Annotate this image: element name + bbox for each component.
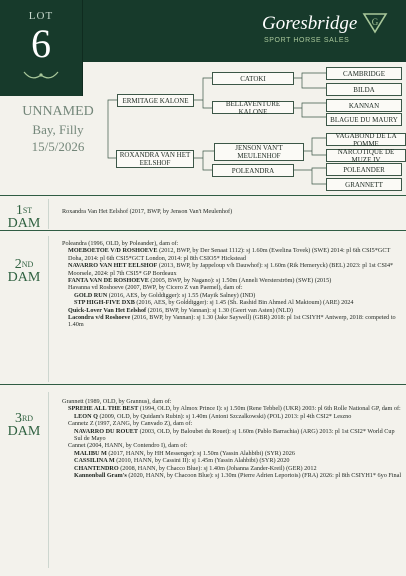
dam2-l3-name: FANTA VAN DE ROSHOEVE <box>68 277 149 285</box>
dam2-line-6 <box>62 299 402 306</box>
dam3-l4-name: NAVARRO DU ROUET <box>74 427 139 435</box>
dam3-line-4 <box>62 428 402 443</box>
dam3-divider <box>0 384 406 385</box>
dam2-l2-name: NAVARRO VAN HET EELSHOF <box>68 262 158 270</box>
dam3-line-5: Cannet (2004, HANN, by Contendro I), dam of: <box>68 442 188 450</box>
dam2-title-num: 2 <box>14 257 22 272</box>
pedigree-gen3-4: BLAGUE DU MAURY <box>326 113 402 126</box>
dam3-intro: Grannett (1989, OLD, by Grannus), dam of: <box>62 398 172 405</box>
pedigree-gen3-2: BILDA <box>326 83 402 96</box>
dam3-line-2 <box>62 413 402 420</box>
dam3-line-3: Cannetz Z (1997, ZANG, by Canvado Z), dam of: <box>68 420 193 428</box>
dam1-title-num: 1 <box>15 203 23 218</box>
pedigree-sire: ERMITAGE KALONE <box>117 94 194 107</box>
dam3-line-6 <box>62 450 402 457</box>
dam2-title-sup: ND <box>21 260 34 269</box>
horse-dob: 15/5/2026 <box>31 139 85 154</box>
dam2-l5-name: GOLD RUN <box>74 291 108 299</box>
dam3-line-7 <box>62 457 402 464</box>
dam3-rule <box>48 392 49 568</box>
dam3-l9-detail: (2020, HANN, by Chacoon Blue): sj 1.30m (Pierre Adrien Leportois) (FRA) 2026: pl 8th CSIYH1* 6yo Final <box>126 472 402 480</box>
dam2-line-5 <box>62 292 402 299</box>
dam1-divider <box>0 195 406 196</box>
dam2-text <box>62 240 402 329</box>
dam3-l1-name: SPREHE ALL THE BEST <box>68 405 139 413</box>
dam3-l2-detail: (2009, OLD, by Quidam's Rubin): sj 1.40m (Antoni Szczalkowski) (POL) 2013: pl 4th CSI2* Leszno <box>97 412 352 420</box>
dam1-line: Roxandra Van Het Eelshof (2017, BWP, by Jenson Van't Meulenhof) <box>62 208 233 215</box>
dam1-text <box>62 208 402 215</box>
dam3-line-9 <box>62 472 402 479</box>
dam2-line-3 <box>62 277 402 284</box>
dam2-line-1 <box>62 247 402 262</box>
brand-tagline: SPORT HORSE SALES <box>264 37 350 44</box>
dam3-l6-name: MALIBU M <box>74 449 107 457</box>
dam2-l6-name: STP HIGH-FIVE DXB <box>74 299 135 307</box>
dam2-divider <box>0 230 406 231</box>
dam2-title-word: DAM <box>7 270 41 285</box>
dam3-l2-name: LEON Q <box>74 412 98 420</box>
lot-number: 6 <box>31 21 51 66</box>
dam2-line-4: Havanna vd Roshoeve (2007, BWP, by Cicero Z van Paemel), dam of: <box>68 284 243 292</box>
dam2-rule <box>48 236 49 382</box>
dam2-l5-detail: (2016, AES, by Golddigger): sj 1.55 (Mayik Salney) (IND) <box>107 291 256 299</box>
dam3-line-1 <box>62 405 402 412</box>
dam2-l8-detail: (2016, BWP, by Vannan): sj 1.30 (Jake Saywell) (GBR) 2018: pl 1st CSIYH* Antwerp, 2018: competed to 1.40m <box>68 314 396 329</box>
dam1-title <box>0 204 48 230</box>
svg-text:G: G <box>371 17 379 27</box>
dam3-title-num: 3 <box>14 411 22 426</box>
dam3-title-word: DAM <box>7 424 41 439</box>
dam3-text <box>62 398 402 479</box>
dam2-line-8 <box>62 314 402 329</box>
dam3-l4-detail: (2003, OLD, by Baloubet du Rouet): sj 1.60m (Pablo Barrachia) (ARG) 2013: pl 1st CSI2* World Cup Sul de Mayo <box>74 427 395 443</box>
dam2-intro: Poleandra (1996, OLD, by Poleander), dam of: <box>62 240 179 247</box>
dam2-l1-detail: (2012, BWP, by Der Senaat 1112): sj 1.60m (Ewelina Tovek) (SWE) 2014: pl 6th CSI5*GCT Doha, 2014: pl 6th CSI5*GCT London, 2014: pl 8th CSIO5* Hickstead <box>68 247 391 262</box>
dam3-l1-detail: (1994, OLD, by Almox Prince I): sj 1.50m (Rene Tebbel) (UKR) 2003: pl 6th Rolle National GP, dam of: <box>138 405 401 413</box>
dam2-l3-detail: (2005, BWP, by Nagano): sj 1.50m (Anneli Wersterström) (SWE) (2015) <box>148 277 332 285</box>
dam3-l9-name: Kannonball Gram's <box>74 472 127 480</box>
dam3-l8-name: CHANTENDRO <box>74 464 119 472</box>
dam1-title-word: DAM <box>7 216 41 231</box>
pedigree-gen3-8: GRANNETT <box>326 178 402 191</box>
dam1-title-sup: ST <box>22 206 33 215</box>
dam2-line-7 <box>62 307 402 314</box>
dam2-l2-detail: (2013, BWP, by Jappeloup v/h Dauwhof): sj 1.60m (Rik Hemeryck) (BEL) 2023: pl 1st CSI4* Moorsele, 2024: pl 7th CSI5* GP Bordeaux <box>68 262 394 277</box>
dam3-l7-name: CASSILINA M <box>74 457 115 465</box>
dam2-l7-name: Quick-Lover Van Het Eelshof <box>68 306 147 314</box>
dam2-title <box>0 258 48 284</box>
dam2-l1-name: MOEBOETOE V/D ROSHOEVE <box>68 247 158 255</box>
dam3-l7-detail: (2010, HANN, by Cassini II): sj 1.45m (Yassin Alahbibi) (SYR) 2020 <box>114 457 290 465</box>
pedigree-gen3-6: NARCOTIQUE DE MUZE IV <box>326 149 406 162</box>
pedigree-gen3-5: VAGABOND DE LA POMME <box>326 133 406 146</box>
pedigree-sire-sire: CATOKI <box>212 72 294 85</box>
pedigree-sire-dam: BELLAVENTURE KALONE <box>212 101 294 114</box>
dam2-l6-detail: (2016, AES, by Golddigger): sj 1.45 (Sh. Rashid Bin Ahmed Al Maktoum) (ARE) 2024 <box>134 299 354 307</box>
pedigree-gen3-1: CAMBRIDGE <box>326 67 402 80</box>
dam3-l6-detail: (2017, HANN, by HH Messenger): sj 1.50m (Yassin Alahbibi) (SYR) 2026 <box>106 449 295 457</box>
dam1-rule <box>48 199 49 229</box>
dam3-title <box>0 412 48 438</box>
pedigree-gen3-7: POLEANDER <box>326 163 402 176</box>
lot-label: LOT <box>28 10 54 22</box>
pedigree-gen3-3: KANNAN <box>326 99 402 112</box>
dam3-line-8 <box>62 465 402 472</box>
pedigree-dam-dam: POLEANDRA <box>212 164 294 177</box>
pedigree-dam: ROXANDRA VAN HET EELSHOF <box>116 150 194 168</box>
dam2-l8-name: Lacondra v/d Roshoeve <box>68 314 131 322</box>
brand-name: Goresbridge <box>262 13 358 34</box>
dam2-l7-detail: (2016, BWP, by Vannan): sj 1.30 (Geert van Asten) (NLD) <box>146 306 293 314</box>
pedigree-dam-sire: JENSON VAN'T MEULENHOF <box>214 143 304 161</box>
horse-sex-colour: Bay, Filly <box>32 122 84 137</box>
dam2-line-2 <box>62 262 402 277</box>
horse-name: UNNAMED <box>22 104 94 119</box>
dam3-title-sup: RD <box>21 414 34 423</box>
dam3-l8-detail: (2008, HANN, by Chacco Blue): sj 1.40m (Johanna Zander-Kreil) (GER) 2012 <box>118 464 317 472</box>
